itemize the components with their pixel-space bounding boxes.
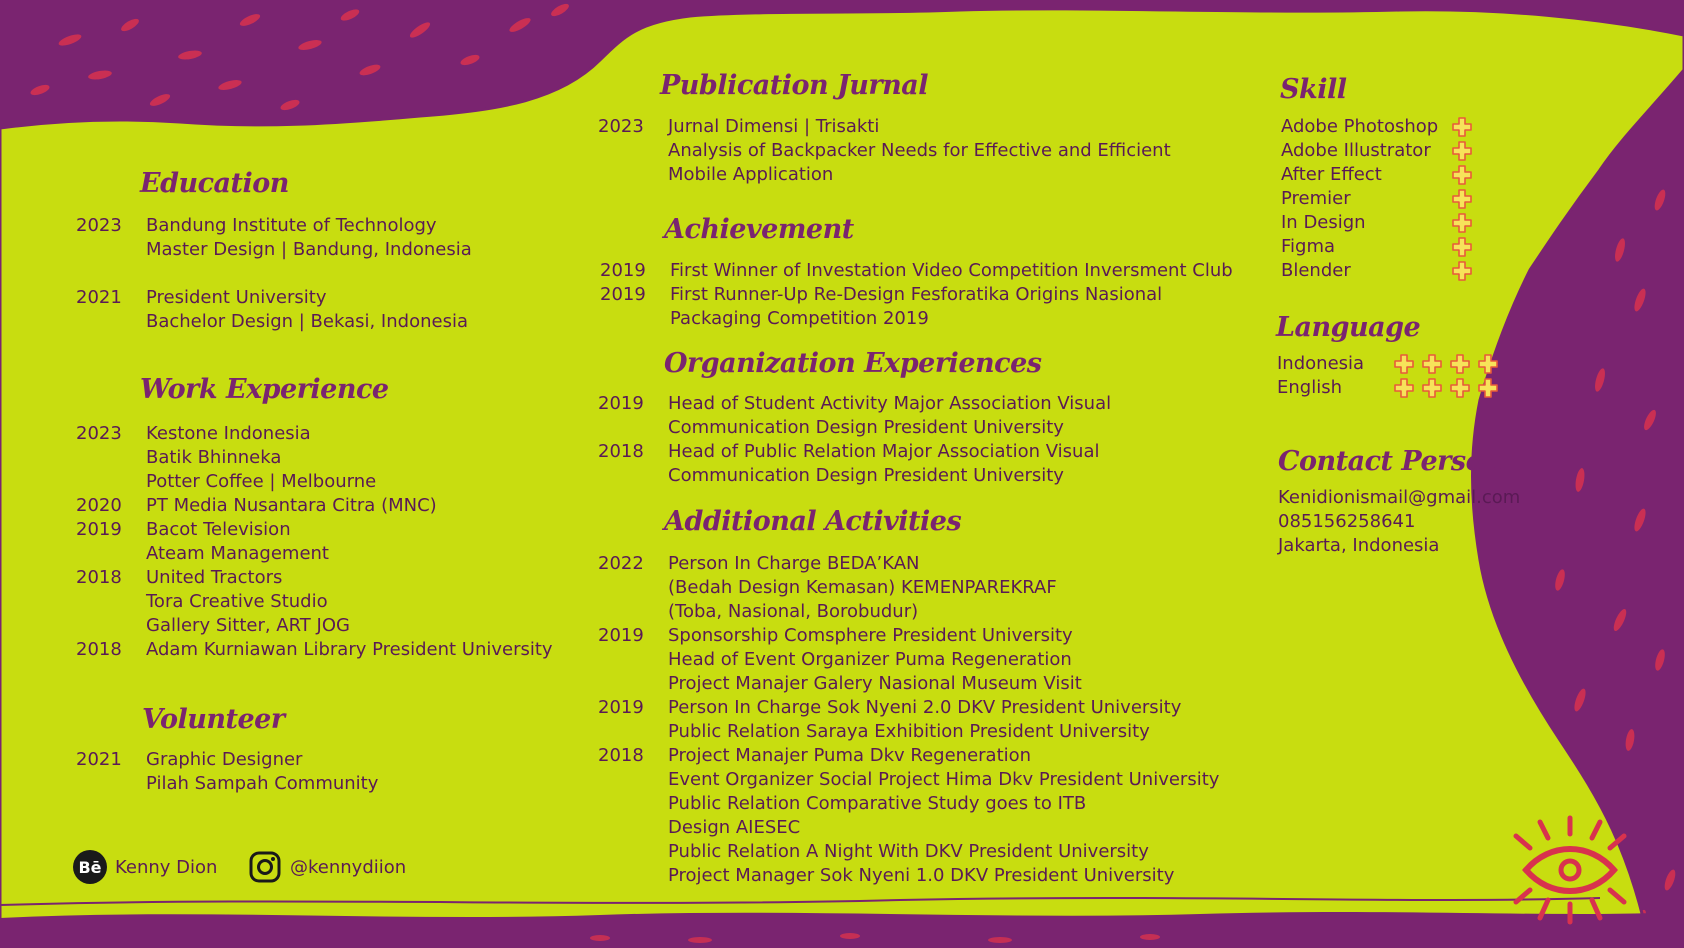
skill-heading: Skill <box>1280 74 1347 105</box>
education-line: Bachelor Design | Bekasi, Indonesia <box>146 311 468 332</box>
organization-line: Head of Public Relation Major Association Visual <box>668 441 1100 462</box>
work-line: Batik Bhinneka <box>146 447 282 468</box>
additional-line: Project Manager Sok Nyeni 1.0 DKV President University <box>668 865 1175 886</box>
skill-name: Blender <box>1281 260 1351 281</box>
work-year: 2018 <box>76 567 122 588</box>
additional-line: Public Relation A Night With DKV President University <box>668 841 1149 862</box>
contact-heading: Contact Person <box>1278 446 1503 477</box>
language-name: Indonesia <box>1277 353 1365 374</box>
additional-heading: Additional Activities <box>664 506 962 537</box>
plus-icon <box>1478 378 1498 398</box>
volunteer-line: Pilah Sampah Community <box>146 773 379 794</box>
behance-icon: Bē <box>73 850 107 884</box>
plus-icon <box>1452 213 1472 233</box>
skill-name: Adobe Illustrator <box>1281 140 1431 161</box>
volunteer-line: Graphic Designer <box>146 749 303 770</box>
education-year: 2021 <box>76 287 122 308</box>
education-year: 2023 <box>76 215 122 236</box>
additional-line: Head of Event Organizer Puma Regeneration <box>668 649 1072 670</box>
work-year: 2019 <box>76 519 122 540</box>
skill-name: Premier <box>1281 188 1351 209</box>
organization-line: Communication Design President University <box>668 417 1064 438</box>
organization-line: Head of Student Activity Major Association Visual <box>668 393 1112 414</box>
publication-year: 2023 <box>598 116 644 137</box>
education-heading: Education <box>140 168 289 199</box>
achievement-year: 2019 <box>600 284 646 305</box>
achievement-heading: Achievement <box>664 214 854 245</box>
organization-year: 2019 <box>598 393 644 414</box>
education-line: Bandung Institute of Technology <box>146 215 437 236</box>
additional-line: Sponsorship Comsphere President University <box>668 625 1073 646</box>
plus-icon <box>1394 378 1414 398</box>
plus-icon <box>1452 117 1472 137</box>
plus-icon <box>1452 141 1472 161</box>
work-line: Gallery Sitter, ART JOG <box>146 615 350 636</box>
skill-name: After Effect <box>1281 164 1382 185</box>
additional-line: Public Relation Comparative Study goes to ITB <box>668 793 1087 814</box>
work-line: Ateam Management <box>146 543 329 564</box>
work-line: PT Media Nusantara Citra (MNC) <box>146 495 437 516</box>
instagram-link[interactable] <box>248 850 406 884</box>
additional-year: 2018 <box>598 745 644 766</box>
achievement-line: Packaging Competition 2019 <box>670 308 929 329</box>
work-line: Potter Coffee | Melbourne <box>146 471 377 492</box>
work-year: 2020 <box>76 495 122 516</box>
additional-line: Project Manajer Galery Nasional Museum Visit <box>668 673 1082 694</box>
language-heading: Language <box>1276 312 1421 343</box>
plus-icon <box>1422 378 1442 398</box>
contact-phone[interactable]: 085156258641 <box>1278 511 1416 532</box>
plus-icon <box>1450 354 1470 374</box>
publication-line: Mobile Application <box>668 164 834 185</box>
additional-line: Person In Charge BEDA’KAN <box>668 553 920 574</box>
plus-icon <box>1394 354 1414 374</box>
organization-line: Communication Design President University <box>668 465 1064 486</box>
additional-year: 2019 <box>598 625 644 646</box>
work-line: Adam Kurniawan Library President University <box>146 639 553 660</box>
plus-icon <box>1450 378 1470 398</box>
plus-icon <box>1452 237 1472 257</box>
publication-line: Analysis of Backpacker Needs for Effective and Efficient <box>668 140 1171 161</box>
additional-line: (Toba, Nasional, Borobudur) <box>668 601 919 622</box>
contact-location: Jakarta, Indonesia <box>1278 535 1440 556</box>
publication-heading: Publication Jurnal <box>660 70 929 101</box>
work-line: Bacot Television <box>146 519 291 540</box>
organization-year: 2018 <box>598 441 644 462</box>
additional-line: Person In Charge Sok Nyeni 2.0 DKV President University <box>668 697 1182 718</box>
achievement-line: First Runner-Up Re-Design Fesforatika Origins Nasional <box>670 284 1163 305</box>
plus-icon <box>1452 261 1472 281</box>
plus-icon <box>1422 354 1442 374</box>
organization-heading: Organization Experiences <box>664 348 1042 379</box>
instagram-icon <box>248 850 282 884</box>
plus-icon <box>1478 354 1498 374</box>
work-heading: Work Experience <box>140 374 389 405</box>
skill-name: Adobe Photoshop <box>1281 116 1439 137</box>
additional-year: 2019 <box>598 697 644 718</box>
work-line: Tora Creative Studio <box>146 591 328 612</box>
education-line: Master Design | Bandung, Indonesia <box>146 239 472 260</box>
additional-year: 2022 <box>598 553 644 574</box>
additional-line: Event Organizer Social Project Hima Dkv President University <box>668 769 1220 790</box>
behance-link[interactable] <box>73 850 217 884</box>
additional-line: Public Relation Saraya Exhibition President University <box>668 721 1150 742</box>
behance-handle: Kenny Dion <box>115 856 218 878</box>
skill-name: In Design <box>1281 212 1366 233</box>
additional-line: (Bedah Design Kemasan) KEMENPAREKRAF <box>668 577 1057 598</box>
work-year: 2018 <box>76 639 122 660</box>
plus-icon <box>1452 165 1472 185</box>
work-year: 2023 <box>76 423 122 444</box>
publication-line: Jurnal Dimensi | Trisakti <box>668 116 880 137</box>
achievement-line: First Winner of Investation Video Competition Inversment Club <box>670 260 1233 281</box>
additional-line: Project Manajer Puma Dkv Regeneration <box>668 745 1032 766</box>
contact-email[interactable]: Kenidionismail@gmail.com <box>1278 487 1521 508</box>
work-line: Kestone Indonesia <box>146 423 311 444</box>
achievement-year: 2019 <box>600 260 646 281</box>
volunteer-year: 2021 <box>76 749 122 770</box>
plus-icon <box>1452 189 1472 209</box>
language-name: English <box>1277 377 1342 398</box>
education-line: President University <box>146 287 327 308</box>
instagram-handle: @kennydiion <box>290 856 407 878</box>
work-line: United Tractors <box>146 567 283 588</box>
additional-line: Design AIESEC <box>668 817 801 838</box>
skill-name: Figma <box>1281 236 1336 257</box>
volunteer-heading: Volunteer <box>142 704 285 735</box>
